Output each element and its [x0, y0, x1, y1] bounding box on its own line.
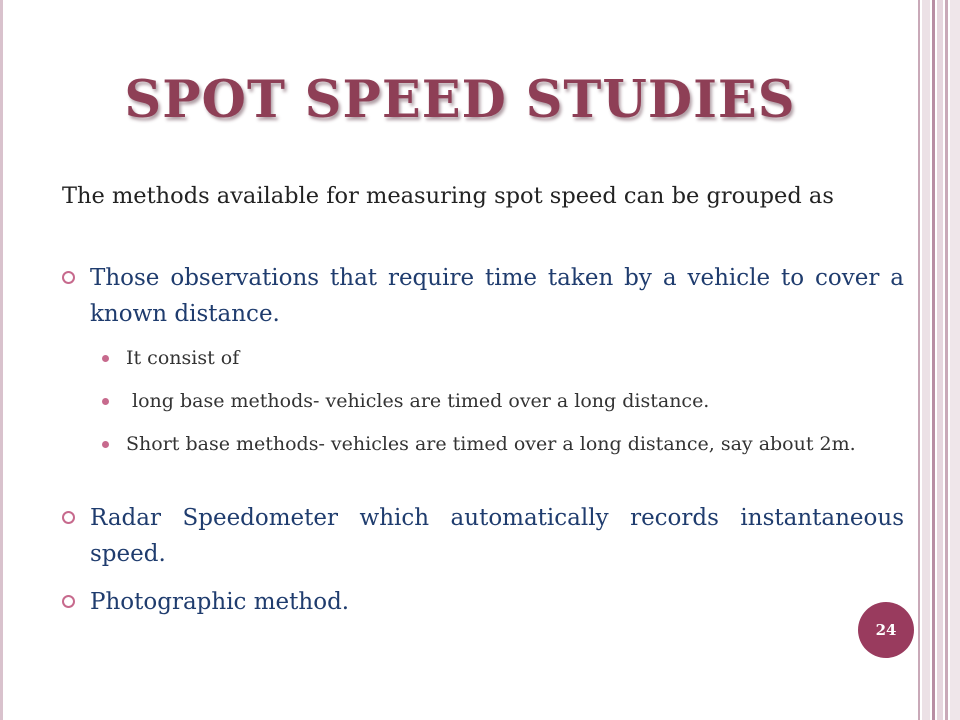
dot-bullet-icon: [102, 398, 109, 405]
side-stripe-decoration: [937, 0, 943, 720]
sub-bullet-text: Short base methods- vehicles are timed over a long distance, say about 2m.: [126, 433, 856, 455]
ring-bullet-icon: [62, 511, 75, 524]
bullet-text: Those observations that require time taken by a vehicle to cover a known distance.: [90, 265, 904, 327]
bullet-item-radar: [62, 500, 904, 572]
bullet-item-timed-distance: [62, 260, 904, 332]
page-number-badge: 24: [858, 602, 914, 658]
side-stripe-decoration: [932, 0, 935, 720]
slide-title: SPOT SPEED STUDIES: [124, 70, 796, 130]
dot-bullet-icon: [102, 355, 109, 362]
ring-bullet-icon: [62, 271, 75, 284]
intro-paragraph: The methods available for measuring spot speed can be grouped as: [62, 183, 834, 209]
sub-bullet-text: long base methods- vehicles are timed over a long distance.: [126, 390, 710, 412]
sub-bullet-item: [100, 387, 904, 416]
sub-bullet-item: [100, 430, 904, 459]
side-stripe-decoration: [945, 0, 948, 720]
side-stripe-decoration: [922, 0, 930, 720]
bullet-item-photographic: [62, 584, 904, 620]
dot-bullet-icon: [102, 441, 109, 448]
side-stripe-decoration: [950, 0, 960, 720]
bullet-text: Photographic method.: [90, 589, 350, 615]
sub-bullet-item: [100, 344, 904, 373]
sub-bullet-text: It consist of: [126, 347, 240, 369]
ring-bullet-icon: [62, 595, 75, 608]
bullet-text: Radar Speedometer which automatically records instantaneous speed.: [90, 505, 904, 567]
